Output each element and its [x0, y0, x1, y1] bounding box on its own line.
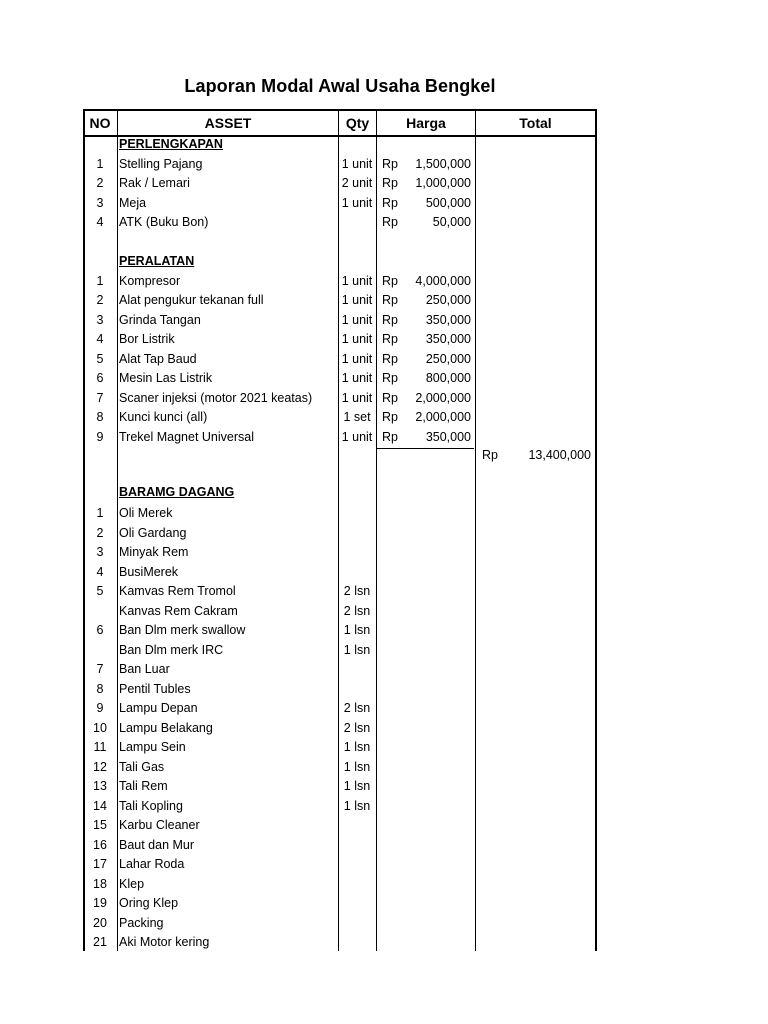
- price-currency: Rp: [382, 195, 398, 210]
- asset-name: ATK (Buku Bon): [119, 215, 209, 229]
- asset-qty: 2 lsn: [343, 720, 371, 735]
- row-number: 3: [96, 195, 104, 210]
- asset-qty: 1 unit: [341, 351, 373, 366]
- row-number: 9: [96, 701, 104, 715]
- asset-name: Ban Luar: [119, 662, 170, 676]
- asset-name: Karbu Cleaner: [119, 818, 200, 832]
- asset-name: Aki Motor kering: [119, 935, 210, 949]
- page-title: Laporan Modal Awal Usaha Bengkel: [184, 76, 496, 96]
- row-number: 9: [96, 429, 104, 444]
- price-value: 800,000: [425, 371, 471, 385]
- row-number: 5: [96, 351, 104, 366]
- row-number: 17: [93, 857, 107, 871]
- section-header: [83, 483, 597, 502]
- row-number: 4: [96, 564, 104, 579]
- table-row: [83, 933, 597, 952]
- table-row: [83, 582, 597, 601]
- section-title: BARAMG DAGANG: [119, 485, 235, 499]
- table-row: [83, 350, 597, 369]
- section-header: [83, 252, 597, 271]
- asset-name: Kamvas Rem Tromol: [119, 584, 236, 598]
- table-row: [83, 719, 597, 738]
- asset-qty: 1 unit: [341, 156, 373, 171]
- price-value: 500,000: [425, 195, 471, 210]
- row-number: 1: [96, 156, 104, 171]
- header-no: NO: [89, 115, 111, 131]
- table-row: [83, 272, 597, 291]
- asset-name: Meja: [119, 195, 147, 210]
- table-row: [83, 174, 597, 193]
- price-value: 250,000: [425, 293, 471, 307]
- price-currency: Rp: [382, 429, 398, 444]
- asset-table: [83, 109, 597, 951]
- row-number: 21: [93, 935, 107, 949]
- header-qty: Qty: [345, 115, 370, 131]
- asset-name: Oli Merek: [119, 506, 173, 520]
- table-row: [83, 777, 597, 796]
- table-row: [83, 291, 597, 310]
- row-number: 4: [96, 332, 104, 346]
- price-currency: Rp: [382, 390, 398, 405]
- row-number: 2: [96, 176, 104, 190]
- asset-name: Klep: [119, 876, 145, 891]
- row-number: 3: [96, 545, 104, 559]
- asset-name: Kompresor: [119, 273, 181, 288]
- price-value: 1,000,000: [415, 176, 471, 190]
- asset-name: Ban Dlm merk swallow: [119, 623, 246, 637]
- row-number: 15: [93, 818, 107, 832]
- price-currency: Rp: [382, 410, 398, 424]
- table-row: [83, 816, 597, 835]
- row-number: 6: [96, 623, 104, 637]
- row-number: 2: [96, 293, 104, 307]
- row-number: 8: [96, 410, 104, 424]
- price-value: 350,000: [425, 332, 471, 346]
- asset-name: Lahar Roda: [119, 857, 185, 871]
- asset-name: Kanvas Rem Cakram: [119, 603, 238, 618]
- price-value: 250,000: [425, 351, 471, 366]
- asset-qty: 1 unit: [341, 332, 373, 346]
- section-header: [83, 135, 597, 154]
- price-value: 2,000,000: [415, 410, 471, 424]
- table-row: [83, 504, 597, 523]
- asset-qty: 2 unit: [341, 176, 373, 190]
- table-row: [83, 894, 597, 913]
- table-row: [83, 543, 597, 562]
- table-row: [83, 213, 597, 232]
- asset-name: Tali Gas: [119, 759, 165, 774]
- asset-name: Lampu Depan: [119, 701, 198, 715]
- price-currency: Rp: [382, 176, 398, 190]
- asset-qty: 1 unit: [341, 371, 373, 385]
- table-row: [83, 330, 597, 349]
- table-row: [83, 914, 597, 933]
- row-number: 14: [93, 798, 107, 813]
- header-total: Total: [519, 115, 552, 131]
- asset-qty: 1 lsn: [343, 798, 371, 813]
- asset-name: Alat Tap Baud: [119, 351, 197, 366]
- asset-qty: 2 lsn: [343, 603, 371, 618]
- asset-name: Trekel Magnet Universal: [119, 429, 255, 444]
- asset-name: Kunci kunci (all): [119, 410, 208, 424]
- row-number: 4: [96, 215, 104, 229]
- row-number: 6: [96, 371, 104, 385]
- asset-qty: 1 unit: [341, 312, 373, 327]
- table-row: [83, 194, 597, 213]
- asset-qty: 1 set: [343, 410, 371, 424]
- asset-qty: 2 lsn: [343, 584, 371, 598]
- row-number: 7: [96, 390, 104, 405]
- asset-name: Minyak Rem: [119, 545, 189, 559]
- row-number: 2: [96, 525, 104, 540]
- asset-qty: 2 lsn: [343, 701, 371, 715]
- asset-qty: 1 unit: [341, 293, 373, 307]
- table-row: [83, 680, 597, 699]
- header-asset: ASSET: [204, 115, 252, 131]
- price-value: 1,500,000: [415, 156, 471, 171]
- asset-qty: 1 lsn: [343, 623, 371, 637]
- section-title: PERALATAN: [119, 254, 195, 268]
- asset-name: Ban Dlm merk IRC: [119, 642, 224, 657]
- asset-qty: 1 unit: [341, 429, 373, 444]
- table-row: [83, 311, 597, 330]
- asset-name: Tali Rem: [119, 779, 168, 793]
- asset-qty: 1 unit: [341, 195, 373, 210]
- asset-qty: 1 lsn: [343, 642, 371, 657]
- row-number: 12: [93, 759, 107, 774]
- table-row: [83, 855, 597, 874]
- row-number: 19: [93, 896, 107, 910]
- asset-qty: 1 lsn: [343, 759, 371, 774]
- asset-name: BusiMerek: [119, 564, 179, 579]
- asset-name: Grinda Tangan: [119, 312, 201, 327]
- price-currency: Rp: [382, 332, 398, 346]
- table-row: [83, 602, 597, 621]
- table-row: [83, 524, 597, 543]
- asset-name: Packing: [119, 915, 164, 930]
- table-row: [83, 875, 597, 894]
- row-number: 16: [93, 837, 107, 852]
- harga-sum-underline: [376, 448, 474, 449]
- asset-qty: 1 lsn: [343, 779, 371, 793]
- asset-qty: 1 unit: [341, 273, 373, 288]
- table-row: [83, 369, 597, 388]
- price-value: 2,000,000: [415, 390, 471, 405]
- row-number: 8: [96, 681, 104, 696]
- table-row: [83, 699, 597, 718]
- asset-qty: 1 unit: [341, 390, 373, 405]
- row-number: 1: [96, 273, 104, 288]
- price-value: 350,000: [425, 312, 471, 327]
- table-row: [83, 428, 597, 447]
- asset-name: Alat pengukur tekanan full: [119, 293, 264, 307]
- row-number: 10: [93, 720, 107, 735]
- row-number: 1: [96, 506, 104, 520]
- table-row: [83, 621, 597, 640]
- header-harga: Harga: [406, 115, 446, 131]
- row-number: 5: [96, 584, 104, 598]
- asset-name: Scaner injeksi (motor 2021 keatas): [119, 390, 313, 405]
- row-number: 18: [93, 876, 107, 891]
- price-currency: Rp: [382, 293, 398, 307]
- table-row: [83, 797, 597, 816]
- asset-name: Pentil Tubles: [119, 681, 191, 696]
- subtotal-currency: Rp: [482, 448, 498, 462]
- table-row: [83, 563, 597, 582]
- subtotal-value: 13,400,000: [528, 448, 591, 462]
- price-value: 4,000,000: [415, 273, 471, 288]
- row-number: 3: [96, 312, 104, 327]
- table-row: [83, 738, 597, 757]
- price-value: 350,000: [425, 429, 471, 444]
- asset-name: Stelling Pajang: [119, 156, 203, 171]
- row-number: 7: [96, 662, 104, 676]
- price-currency: Rp: [382, 312, 398, 327]
- table-row: [83, 408, 597, 427]
- asset-name: Oring Klep: [119, 896, 179, 910]
- price-currency: Rp: [382, 351, 398, 366]
- asset-name: Baut dan Mur: [119, 837, 195, 852]
- section-title: PERLENGKAPAN: [119, 137, 223, 151]
- price-currency: Rp: [382, 273, 398, 288]
- row-number: 13: [93, 779, 107, 793]
- asset-name: Bor Listrik: [119, 332, 175, 346]
- asset-qty: 1 lsn: [343, 740, 371, 754]
- asset-name: Lampu Sein: [119, 740, 186, 754]
- table-row: [83, 836, 597, 855]
- asset-name: Tali Kopling: [119, 798, 183, 813]
- price-currency: Rp: [382, 156, 398, 171]
- table-row: [83, 389, 597, 408]
- asset-name: Oli Gardang: [119, 525, 187, 540]
- price-currency: Rp: [382, 371, 398, 385]
- price-value: 50,000: [432, 215, 471, 229]
- asset-name: Rak / Lemari: [119, 176, 190, 190]
- price-currency: Rp: [382, 215, 398, 229]
- row-number: 11: [93, 740, 107, 754]
- table-row: [83, 758, 597, 777]
- table-row: [83, 660, 597, 679]
- asset-name: Mesin Las Listrik: [119, 371, 213, 385]
- table-row: [83, 155, 597, 174]
- table-row: [83, 641, 597, 660]
- row-number: 20: [93, 915, 107, 930]
- asset-name: Lampu Belakang: [119, 720, 213, 735]
